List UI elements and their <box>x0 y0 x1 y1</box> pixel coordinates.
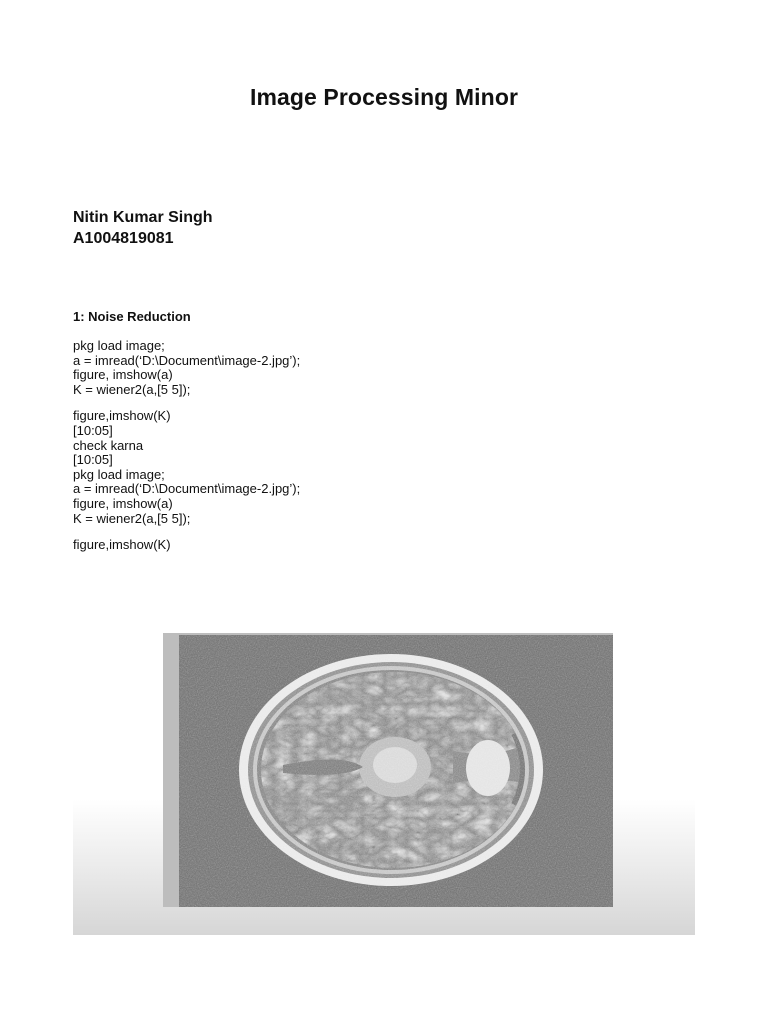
code-line: figure,imshow(K) <box>73 537 171 553</box>
section-heading: 1: Noise Reduction <box>73 309 191 324</box>
code-line: K = wiener2(a,[5 5]); <box>73 381 191 397</box>
code-line: pkg load image; <box>73 466 165 482</box>
code-line: K = wiener2(a,[5 5]); <box>73 510 191 526</box>
code-line: pkg load image; <box>73 338 165 353</box>
author-block <box>73 207 213 249</box>
code-line: [10:05] <box>73 452 113 468</box>
code-line: [10:05] <box>73 422 113 438</box>
code-line: check karna <box>73 437 144 453</box>
code-line: a = imread(‘D:\Document\image-2.jpg’); <box>73 352 301 368</box>
mri-image <box>163 633 613 907</box>
author-id: A1004819081 <box>73 230 174 247</box>
code-line: figure, imshow(a) <box>73 367 173 383</box>
code-block <box>73 339 300 553</box>
code-line: figure,imshow(K) <box>73 408 171 424</box>
mri-scan-graphic <box>163 633 613 907</box>
figure-area <box>73 613 695 935</box>
code-line: figure, imshow(a) <box>73 495 173 511</box>
page-title: Image Processing Minor <box>249 84 519 110</box>
code-line: a = imread(‘D:\Document\image-2.jpg’); <box>73 481 301 497</box>
author-name: Nitin Kumar Singh <box>73 209 213 226</box>
